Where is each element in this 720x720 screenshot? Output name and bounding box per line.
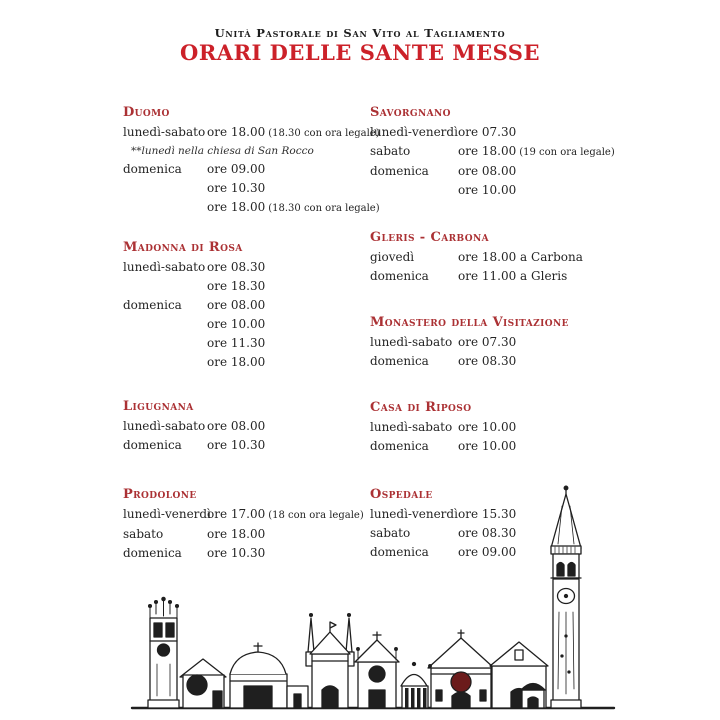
day-label: domenica — [370, 439, 429, 453]
section-heading: Gleris - Carbona — [370, 230, 489, 245]
churches-skyline-illustration — [122, 484, 622, 716]
day-label: lunedì-venerdì — [370, 125, 458, 139]
day-label: domenica — [123, 438, 182, 452]
section-heading: Ospedale — [370, 487, 433, 502]
schedule-row — [123, 436, 373, 455]
seasonal-note: (19 con ora legale) — [519, 147, 615, 158]
time-value: ore 10.30 — [207, 438, 266, 452]
time-value: ore 18.00 — [458, 144, 517, 158]
schedule-section — [370, 314, 620, 371]
schedule-row — [370, 162, 620, 181]
schedule-row — [370, 267, 620, 286]
section-heading: Madonna di Rosa — [123, 240, 243, 255]
schedule-row — [123, 296, 373, 315]
time-value: ore 10.30 — [207, 546, 266, 560]
time-value: ore 11.30 — [207, 336, 266, 350]
day-label: lunedì-venerdì — [123, 507, 211, 521]
time-value: ore 07.30 — [458, 125, 517, 139]
day-label: domenica — [370, 354, 429, 368]
day-label: lunedì-sabato — [123, 125, 206, 139]
day-label: sabato — [123, 527, 164, 541]
schedule-row — [370, 181, 620, 200]
time-value: ore 18.00 — [207, 200, 266, 214]
time-value: ore 07.30 — [458, 335, 517, 349]
schedule-row — [370, 418, 620, 437]
time-value: ore 08.00 — [207, 298, 266, 312]
seasonal-note: (18 con ora legale) — [268, 510, 364, 521]
seasonal-note: (18.30 con ora legale) — [268, 128, 380, 139]
section-heading: Monastero della Visitazione — [370, 315, 569, 330]
time-value: ore 18.00 a Carbona — [458, 250, 583, 264]
time-value: ore 09.00 — [207, 162, 266, 176]
schedule-section — [370, 399, 620, 456]
time-value: ore 11.00 a Gleris — [458, 269, 568, 283]
time-value: ore 10.00 — [458, 183, 517, 197]
day-label: domenica — [370, 545, 429, 559]
time-value: ore 08.00 — [207, 419, 266, 433]
time-value: ore 08.00 — [458, 164, 517, 178]
seasonal-note: (18.30 con ora legale) — [268, 203, 380, 214]
time-value: ore 09.00 — [458, 545, 517, 559]
day-label: domenica — [123, 162, 182, 176]
section-heading: Ligugnana — [123, 399, 194, 414]
day-label: domenica — [370, 164, 429, 178]
time-value: ore 18.00 — [207, 355, 266, 369]
schedule-row — [123, 179, 373, 198]
schedule-row — [370, 142, 620, 162]
schedule-row — [123, 315, 373, 334]
day-label: lunedì-venerdì — [370, 507, 458, 521]
schedule-row — [370, 333, 620, 352]
time-value: ore 18.00 — [207, 125, 266, 139]
schedule-row — [370, 352, 620, 371]
schedule-row — [123, 258, 373, 277]
pastoral-unit-subtitle: Unità Pastorale di San Vito al Tagliamento — [214, 26, 506, 40]
schedule-row — [123, 334, 373, 353]
schedule-row — [123, 160, 373, 179]
schedule-row — [123, 417, 373, 436]
page-title: ORARI DELLE SANTE MESSE — [180, 40, 540, 65]
schedule-row — [123, 123, 380, 143]
schedule-section — [370, 229, 620, 286]
day-label: sabato — [370, 526, 411, 540]
day-label: lunedì-sabato — [123, 419, 206, 433]
day-label: lunedì-sabato — [370, 335, 453, 349]
section-heading: Prodolone — [123, 487, 197, 502]
schedule-row — [123, 198, 380, 218]
schedule-section — [123, 239, 373, 372]
day-label: domenica — [370, 269, 429, 283]
schedule-row — [123, 353, 373, 372]
schedule-row — [370, 248, 620, 267]
day-label: domenica — [123, 546, 182, 560]
time-value: ore 10.00 — [458, 439, 517, 453]
time-value: ore 15.30 — [458, 507, 517, 521]
section-heading: Duomo — [123, 105, 170, 120]
schedule-section — [370, 104, 620, 200]
time-value: ore 18.30 — [207, 279, 266, 293]
schedule-section — [123, 104, 380, 218]
day-label: giovedì — [370, 250, 415, 264]
time-value: ore 08.30 — [458, 526, 517, 540]
schedule-row — [370, 437, 620, 456]
day-label: domenica — [123, 298, 182, 312]
day-label: lunedì-sabato — [123, 260, 206, 274]
footnote: **lunedì nella chiesa di San Rocco — [131, 145, 314, 157]
schedule-row — [370, 123, 620, 142]
time-value: ore 18.00 — [207, 527, 266, 541]
time-value: ore 08.30 — [458, 354, 517, 368]
time-value: ore 10.30 — [207, 181, 266, 195]
time-value: ore 10.00 — [207, 317, 266, 331]
section-heading: Casa di Riposo — [370, 400, 472, 415]
time-value: ore 17.00 — [207, 507, 266, 521]
schedule-section — [123, 398, 373, 455]
section-heading: Savorgnano — [370, 105, 451, 120]
time-value: ore 08.30 — [207, 260, 266, 274]
day-label: sabato — [370, 144, 411, 158]
day-label: lunedì-sabato — [370, 420, 453, 434]
time-value: ore 10.00 — [458, 420, 517, 434]
schedule-row — [123, 277, 373, 296]
